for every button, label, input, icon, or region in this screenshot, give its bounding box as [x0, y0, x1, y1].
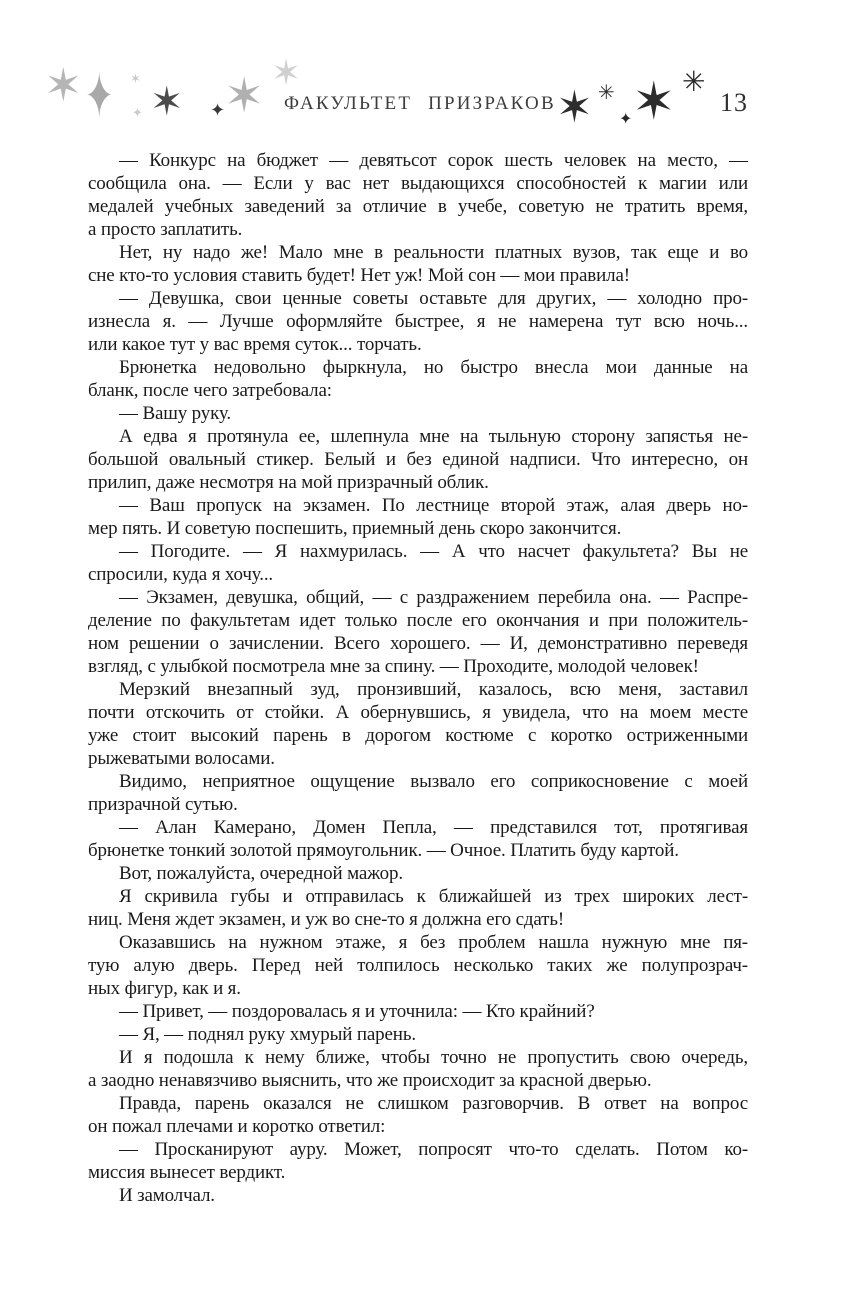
sparkle-icon: ✦ [85, 60, 114, 135]
six-pointed-star-icon: ✶ [632, 72, 676, 132]
asterisk-star-icon: ✳ [598, 80, 615, 104]
paragraph [88, 356, 748, 402]
paragraph [88, 816, 748, 862]
text-line: — Ваш пропуск на экзамен. По лестнице второй этаж, алая дверь но- [119, 495, 748, 516]
text-line: почти отскочить от стойки. А обернувшись, я увидела, что на моем месте [88, 702, 748, 723]
paragraph [88, 770, 748, 816]
paragraph [88, 540, 748, 586]
text-line: сообщила она. — Если у вас нет выдающихся способностей к магии или [88, 173, 748, 194]
asterisk-star-icon: ✳ [682, 65, 706, 98]
text-line: Нет, ну надо же! Мало мне в реальности платных вузов, так еще и во [119, 242, 748, 263]
four-pointed-star-icon: ✦ [619, 109, 633, 128]
text-line: Мерзкий внезапный зуд, пронзивший, казалось, всю меня, заставил [119, 679, 748, 700]
text-line: — Просканируют ауру. Может, попросят что-то сделать. Потом ко- [119, 1139, 748, 1160]
text-line: уже стоит высокий парень в дорогом костюме с коротко остриженными [88, 725, 748, 746]
text-line: — Вашу руку. [119, 403, 231, 424]
text-line: бланк, после чего затребовала: [88, 380, 332, 401]
text-line: сне кто-то условия ставить будет! Нет уж! Мой сон — мои правила! [88, 265, 630, 286]
text-line: — Погодите. — Я нахмурилась. — А что насчет факультета? Вы не [119, 541, 748, 562]
text-line: И замолчал. [119, 1185, 215, 1206]
paragraph [88, 425, 748, 494]
text-line: он пожал плечами и коротко ответил: [88, 1116, 386, 1137]
text-line: Вот, пожалуйста, очередной мажор. [119, 863, 403, 884]
page-header [0, 0, 844, 148]
text-line: рыжеватыми волосами. [88, 748, 275, 769]
four-pointed-star-icon: ✦ [210, 100, 226, 121]
text-line: большой овальный стикер. Белый и без единой надписи. Что интересно, он [88, 449, 748, 470]
paragraph [88, 1046, 748, 1092]
paragraph [88, 402, 748, 425]
text-line: Я скривила губы и отправилась к ближайшей из трех широких лест- [119, 886, 748, 907]
text-line: ных фигур, как и я. [88, 978, 241, 999]
text-line: И я подошла к нему ближе, чтобы точно не пропустить свою очередь, [119, 1047, 748, 1068]
body-text [88, 149, 748, 1207]
text-line: — Привет, — поздоровалась я и уточнила: — Кто крайний? [119, 1001, 595, 1022]
text-line: А едва я протянула ее, шлепнула мне на тыльную сторону запястья не- [119, 426, 748, 447]
text-line: миссия вынесет вердикт. [88, 1162, 286, 1183]
text-line: — Конкурс на бюджет — девятьсот сорок шесть человек на место, — [119, 150, 748, 171]
text-line: призрачной сутью. [88, 794, 238, 815]
paragraph [88, 862, 748, 885]
text-line: тую алую дверь. Перед ней толпилось несколько таких же полупрозрач- [88, 955, 748, 976]
text-line: или какое тут у вас время суток... торчать. [88, 334, 422, 355]
text-line: мер пять. И советую поспешить, приемный день скоро закончится. [88, 518, 622, 539]
paragraph [88, 287, 748, 356]
text-line: медалей учебных заведений за отличие в учебе, советую не тратить время, [88, 196, 748, 217]
paragraph [88, 241, 748, 287]
paragraph [88, 931, 748, 1000]
text-line: брюнетке тонкий золотой прямоугольник. — Очное. Платить буду картой. [88, 840, 679, 861]
paragraph [88, 1184, 748, 1207]
dark-sparkle-star-icon: ✶ [556, 82, 593, 133]
paragraph [88, 1138, 748, 1184]
text-line: изнесла я. — Лучше оформляйте быстрее, я не намерена тут всю ночь... [88, 311, 748, 332]
text-line: — Экзамен, девушка, общий, — с раздражением перебила она. — Распре- [119, 587, 748, 608]
paragraph [88, 1000, 748, 1023]
small-star-icon: ✶ [130, 72, 141, 87]
text-line: взгляд, с улыбкой посмотрела мне за спину. — Проходите, молодой человек! [88, 656, 699, 677]
text-line: спросили, куда я хочу... [88, 564, 274, 585]
text-line: ниц. Меня ждет экзамен, и уж во сне-то я должна его сдать! [88, 909, 565, 930]
paragraph [88, 678, 748, 770]
text-line: ном решении о зачислении. Всего хорошего. — И, демонстративно переведя [88, 633, 748, 654]
paragraph [88, 1023, 748, 1046]
six-pointed-star-icon: ✶ [224, 68, 265, 124]
faint-star-icon: ✶ [271, 53, 302, 94]
text-line: деление по факультетам идет только после его окончания и при положитель- [88, 610, 748, 631]
text-line: — Алан Камерано, Домен Пепла, — представился тот, протягивая [119, 817, 748, 838]
text-line: прилип, даже несмотря на мой призрачный облик. [88, 472, 489, 493]
tiny-star-icon: ✦ [132, 106, 143, 121]
six-pointed-star-icon: ✶ [44, 58, 83, 112]
text-line: а просто заплатить. [88, 219, 243, 240]
text-line: — Я, — поднял руку хмурый парень. [119, 1024, 416, 1045]
text-line: Видимо, неприятное ощущение вызвало его соприкосновение с моей [119, 771, 748, 792]
text-line: — Девушка, свои ценные советы оставьте для других, — холодно про- [119, 288, 748, 309]
paragraph [88, 885, 748, 931]
dark-sparkle-star-icon: ✶ [150, 79, 184, 125]
page-number: 13 [720, 88, 748, 117]
paragraph [88, 586, 748, 678]
text-line: Оказавшись на нужном этаже, я без проблем нашла нужную мне пя- [119, 932, 748, 953]
paragraph [88, 149, 748, 241]
text-line: Брюнетка недовольно фыркнула, но быстро внесла мои данные на [119, 357, 748, 378]
running-title: ФАКУЛЬТЕТ ПРИЗРАКОВ [284, 93, 556, 114]
paragraph [88, 1092, 748, 1138]
text-line: а заодно ненавязчиво выяснить, что же происходит за красной дверью. [88, 1070, 652, 1091]
text-line: Правда, парень оказался не слишком разговорчив. В ответ на вопрос [119, 1093, 748, 1114]
paragraph [88, 494, 748, 540]
